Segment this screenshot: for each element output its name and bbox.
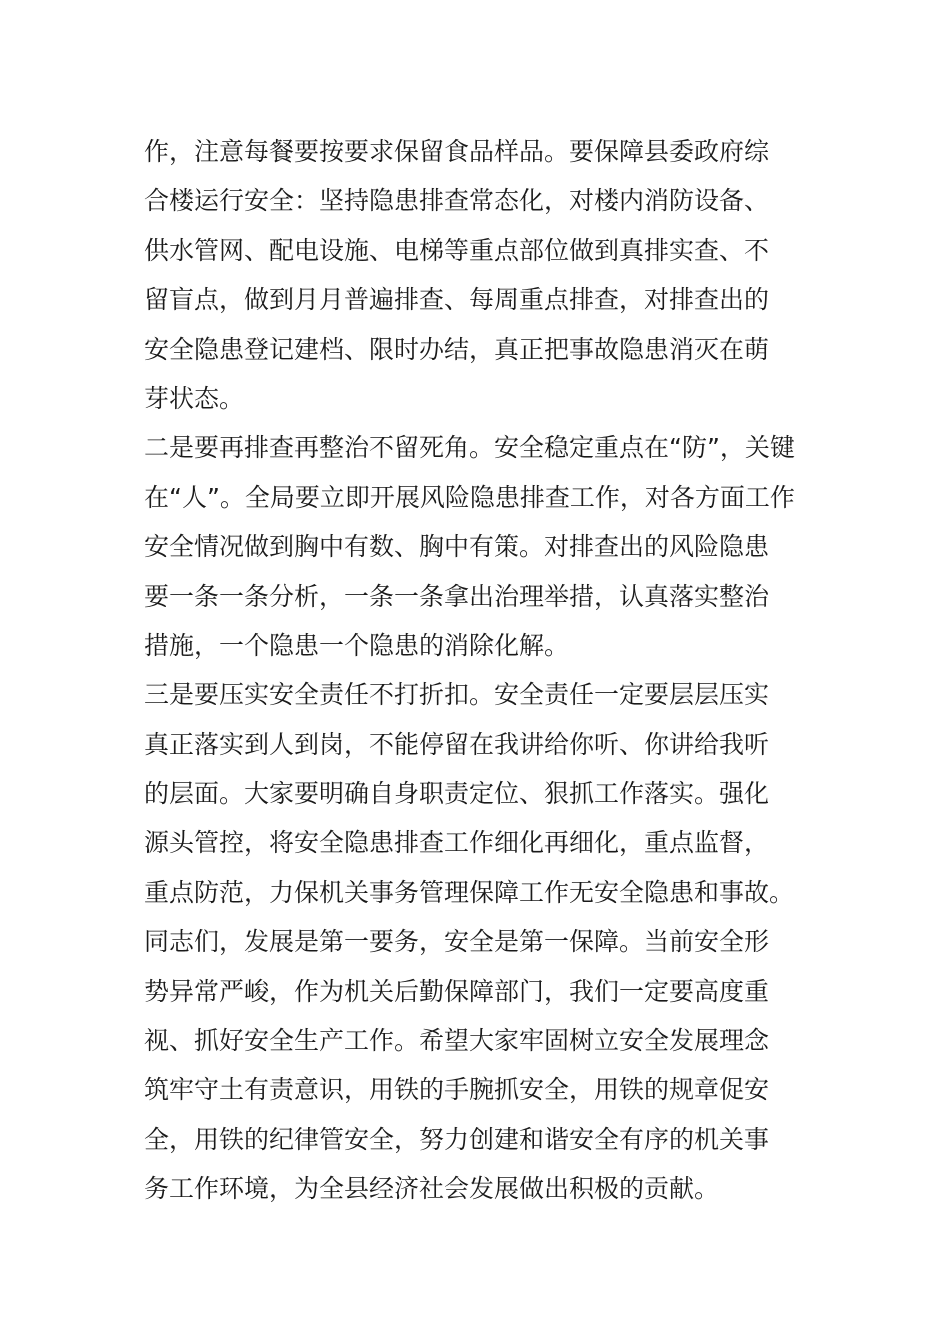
text-line-10: 要一条一条分析，一条一条拿出治理举措，认真落实整治 [144,581,770,611]
text-line-6: 芽状态。 [144,383,245,413]
text-line-7: 二是要再排查再整治不留死角。安全稳定重点在“防”，关键 [144,433,795,463]
text-line-2: 合楼运行安全：坚持隐患排查常态化，对楼内消防设备、 [144,186,770,216]
text-line-21: 全，用铁的纪律管安全，努力创建和谐安全有序的机关事 [144,1124,770,1154]
text-line-4: 留盲点，做到月月普遍排查、每周重点排查，对排查出的 [144,285,770,315]
text-line-9: 安全情况做到胸中有数、胸中有策。对排查出的风险隐患 [144,532,770,562]
text-line-3: 供水管网、配电设施、电梯等重点部位做到真排实查、不 [144,235,770,265]
text-line-19: 视、抓好安全生产工作。希望大家牢固树立安全发展理念 [144,1026,770,1056]
text-line-22: 务工作环境，为全县经济社会发展做出积极的贡献。 [144,1174,720,1204]
text-line-18: 势异常严峻，作为机关后勤保障部门，我们一定要高度重 [144,976,770,1006]
document-body [144,127,809,1214]
text-line-15: 源头管控，将安全隐患排查工作细化再细化，重点监督， [144,828,770,858]
text-line-11: 措施，一个隐患一个隐患的消除化解。 [144,630,570,660]
text-line-8: 在“人”。全局要立即开展风险隐患排查工作，对各方面工作 [144,482,795,512]
text-line-17: 同志们，发展是第一要务，安全是第一保障。当前安全形 [144,927,770,957]
text-line-14: 的层面。大家要明确自身职责定位、狠抓工作落实。强化 [144,779,770,809]
text-line-1: 作，注意每餐要按要求保留食品样品。要保障县委政府综 [144,137,770,166]
text-line-16: 重点防范，力保机关事务管理保障工作无安全隐患和事故。 [144,877,795,907]
text-line-20: 筑牢守土有责意识，用铁的手腕抓安全，用铁的规章促安 [144,1075,770,1105]
text-line-13: 真正落实到人到岗，不能停留在我讲给你听、你讲给我听 [144,729,770,759]
text-line-12: 三是要压实安全责任不打折扣。安全责任一定要层层压实 [144,680,770,710]
text-line-5: 安全隐患登记建档、限时办结，真正把事故隐患消灭在萌 [144,334,770,364]
